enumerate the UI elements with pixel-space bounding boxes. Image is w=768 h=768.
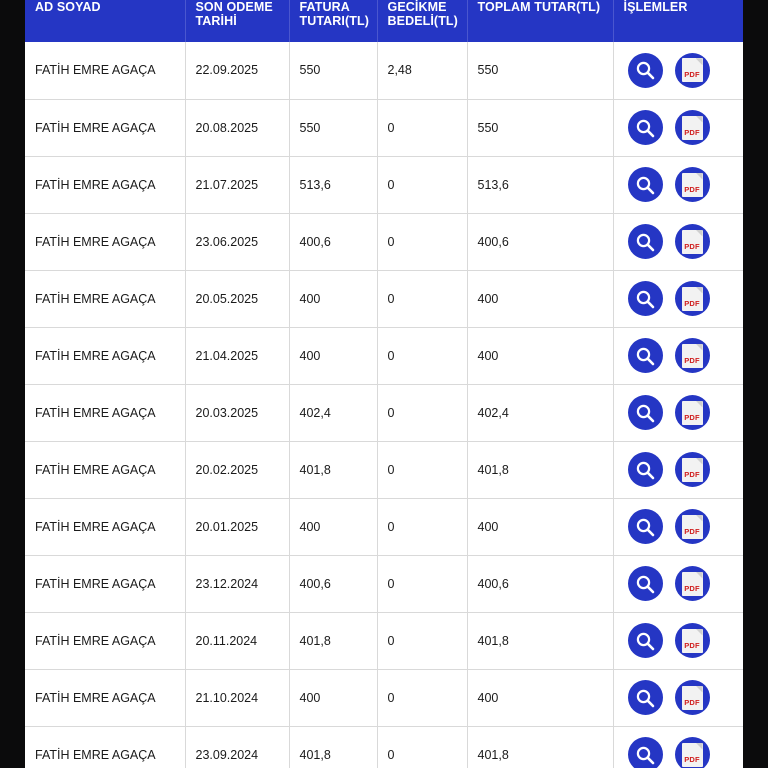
cell-late-fee: 2,48 [377,42,467,99]
cell-name: FATİH EMRE AGAÇA [25,669,185,726]
operations-buttons [628,110,734,145]
cell-due-date: 20.01.2025 [185,498,289,555]
view-invoice-button[interactable] [628,395,663,430]
table-row [25,441,743,498]
cell-total-amount: 513,6 [467,156,613,213]
cell-name: FATİH EMRE AGAÇA [25,270,185,327]
magnifier-icon [635,460,655,480]
magnifier-icon [635,688,655,708]
view-invoice-button[interactable] [628,566,663,601]
download-pdf-button[interactable] [675,566,710,601]
operations-buttons [628,395,734,430]
magnifier-icon [635,517,655,537]
table-row [25,384,743,441]
table-row [25,726,743,768]
cell-name: FATİH EMRE AGAÇA [25,441,185,498]
table-row [25,327,743,384]
download-pdf-button[interactable] [675,509,710,544]
invoice-table-container [25,0,743,768]
cell-due-date: 20.08.2025 [185,99,289,156]
view-invoice-button[interactable] [628,281,663,316]
cell-due-date: 20.03.2025 [185,384,289,441]
cell-total-amount: 550 [467,42,613,99]
cell-operations [613,726,743,768]
magnifier-icon [635,745,655,765]
cell-total-amount: 401,8 [467,612,613,669]
pdf-icon-label: PDF [684,583,700,593]
column-header-due-date-line1: SON ODEME [195,0,273,14]
pdf-icon [682,629,703,653]
cell-invoice-amount: 400 [289,327,377,384]
view-invoice-button[interactable] [628,680,663,715]
pdf-icon [682,344,703,368]
download-pdf-button[interactable] [675,53,710,88]
cell-name: FATİH EMRE AGAÇA [25,213,185,270]
cell-name: FATİH EMRE AGAÇA [25,726,185,768]
operations-buttons [628,167,734,202]
download-pdf-button[interactable] [675,167,710,202]
column-header-operations [613,0,743,42]
column-header-due-date-line2: TARİHİ [195,14,237,28]
cell-late-fee: 0 [377,384,467,441]
table-row [25,612,743,669]
cell-due-date: 20.02.2025 [185,441,289,498]
cell-invoice-amount: 513,6 [289,156,377,213]
view-invoice-button[interactable] [628,623,663,658]
cell-due-date: 21.07.2025 [185,156,289,213]
table-row [25,42,743,99]
pdf-icon-label: PDF [684,526,700,536]
view-invoice-button[interactable] [628,452,663,487]
cell-operations [613,441,743,498]
cell-late-fee: 0 [377,156,467,213]
view-invoice-button[interactable] [628,110,663,145]
cell-name: FATİH EMRE AGAÇA [25,612,185,669]
pdf-icon [682,743,703,767]
pdf-icon-label: PDF [684,412,700,422]
cell-invoice-amount: 400,6 [289,213,377,270]
view-invoice-button[interactable] [628,167,663,202]
cell-invoice-amount: 401,8 [289,441,377,498]
cell-operations [613,270,743,327]
magnifier-icon [635,232,655,252]
cell-due-date: 23.06.2025 [185,213,289,270]
magnifier-icon [635,289,655,309]
pdf-icon [682,515,703,539]
cell-total-amount: 400 [467,669,613,726]
table-row [25,498,743,555]
download-pdf-button[interactable] [675,737,710,768]
view-invoice-button[interactable] [628,737,663,768]
cell-late-fee: 0 [377,327,467,384]
cell-late-fee: 0 [377,612,467,669]
pdf-icon [682,401,703,425]
cell-late-fee: 0 [377,441,467,498]
operations-buttons [628,623,734,658]
cell-operations [613,213,743,270]
view-invoice-button[interactable] [628,224,663,259]
magnifier-icon [635,60,655,80]
cell-name: FATİH EMRE AGAÇA [25,42,185,99]
magnifier-icon [635,574,655,594]
cell-invoice-amount: 400 [289,270,377,327]
cell-invoice-amount: 402,4 [289,384,377,441]
magnifier-icon [635,175,655,195]
cell-total-amount: 400,6 [467,555,613,612]
pdf-icon-label: PDF [684,640,700,650]
cell-due-date: 22.09.2025 [185,42,289,99]
pdf-icon-label: PDF [684,355,700,365]
cell-total-amount: 402,4 [467,384,613,441]
column-header-name [25,0,185,42]
invoice-table [25,0,743,768]
pdf-icon-label: PDF [684,469,700,479]
download-pdf-button[interactable] [675,395,710,430]
table-row [25,555,743,612]
operations-buttons [628,53,734,88]
column-header-operations-line1: İŞLEMLER [623,0,688,14]
pdf-icon [682,686,703,710]
column-header-due-date [185,0,289,42]
pdf-icon-label: PDF [684,184,700,194]
cell-due-date: 21.04.2025 [185,327,289,384]
cell-total-amount: 401,8 [467,441,613,498]
download-pdf-button[interactable] [675,680,710,715]
pdf-icon [682,287,703,311]
pdf-icon-label: PDF [684,127,700,137]
cell-due-date: 23.12.2024 [185,555,289,612]
cell-invoice-amount: 550 [289,42,377,99]
pdf-icon-label: PDF [684,298,700,308]
cell-operations [613,669,743,726]
column-header-invoice-amount-line2: TUTARI(TL) [299,14,369,28]
cell-operations [613,384,743,441]
table-row [25,669,743,726]
cell-invoice-amount: 400,6 [289,555,377,612]
view-invoice-button[interactable] [628,338,663,373]
cell-total-amount: 400 [467,327,613,384]
cell-total-amount: 400 [467,498,613,555]
operations-buttons [628,680,734,715]
pdf-icon [682,116,703,140]
column-header-invoice-amount [289,0,377,42]
magnifier-icon [635,631,655,651]
cell-late-fee: 0 [377,99,467,156]
column-header-total-amount-line1: TOPLAM TUTAR(TL) [477,0,601,14]
cell-name: FATİH EMRE AGAÇA [25,384,185,441]
cell-due-date: 20.05.2025 [185,270,289,327]
cell-due-date: 23.09.2024 [185,726,289,768]
download-pdf-button[interactable] [675,110,710,145]
cell-operations [613,156,743,213]
column-header-name-line1: AD SOYAD [35,0,101,14]
column-header-invoice-amount-line1: FATURA [299,0,350,14]
table-header-row [25,0,743,42]
cell-late-fee: 0 [377,213,467,270]
cell-late-fee: 0 [377,498,467,555]
view-invoice-button[interactable] [628,509,663,544]
cell-invoice-amount: 400 [289,669,377,726]
cell-total-amount: 550 [467,99,613,156]
column-header-late-fee [377,0,467,42]
cell-operations [613,555,743,612]
download-pdf-button[interactable] [675,281,710,316]
pdf-icon [682,572,703,596]
cell-invoice-amount: 550 [289,99,377,156]
cell-late-fee: 0 [377,669,467,726]
cell-name: FATİH EMRE AGAÇA [25,498,185,555]
cell-operations [613,498,743,555]
cell-due-date: 21.10.2024 [185,669,289,726]
cell-due-date: 20.11.2024 [185,612,289,669]
operations-buttons [628,566,734,601]
operations-buttons [628,338,734,373]
page-right-margin [743,0,768,768]
cell-operations [613,42,743,99]
pdf-icon-label: PDF [684,70,700,80]
pdf-icon [682,458,703,482]
pdf-icon [682,173,703,197]
download-pdf-button[interactable] [675,623,710,658]
cell-late-fee: 0 [377,555,467,612]
download-pdf-button[interactable] [675,338,710,373]
pdf-icon [682,230,703,254]
operations-buttons [628,452,734,487]
table-row [25,156,743,213]
cell-operations [613,99,743,156]
download-pdf-button[interactable] [675,452,710,487]
cell-invoice-amount: 400 [289,498,377,555]
operations-buttons [628,509,734,544]
pdf-icon [682,58,703,82]
cell-name: FATİH EMRE AGAÇA [25,99,185,156]
cell-operations [613,327,743,384]
column-header-late-fee-line2: BEDELİ(TL) [387,14,458,28]
cell-name: FATİH EMRE AGAÇA [25,156,185,213]
table-row [25,270,743,327]
download-pdf-button[interactable] [675,224,710,259]
cell-invoice-amount: 401,8 [289,612,377,669]
cell-total-amount: 400,6 [467,213,613,270]
cell-invoice-amount: 401,8 [289,726,377,768]
pdf-icon-label: PDF [684,241,700,251]
pdf-icon-label: PDF [684,754,700,764]
cell-total-amount: 400 [467,270,613,327]
cell-late-fee: 0 [377,270,467,327]
table-row [25,99,743,156]
table-body [25,42,743,768]
table-row [25,213,743,270]
cell-name: FATİH EMRE AGAÇA [25,555,185,612]
cell-operations [613,612,743,669]
operations-buttons [628,281,734,316]
pdf-icon-label: PDF [684,697,700,707]
operations-buttons [628,737,734,768]
operations-buttons [628,224,734,259]
cell-late-fee: 0 [377,726,467,768]
column-header-late-fee-line1: GECİKME [387,0,447,14]
table-header [25,0,743,42]
magnifier-icon [635,346,655,366]
column-header-total-amount [467,0,613,42]
cell-total-amount: 401,8 [467,726,613,768]
page-left-margin [0,0,25,768]
cell-name: FATİH EMRE AGAÇA [25,327,185,384]
magnifier-icon [635,403,655,423]
magnifier-icon [635,118,655,138]
view-invoice-button[interactable] [628,53,663,88]
